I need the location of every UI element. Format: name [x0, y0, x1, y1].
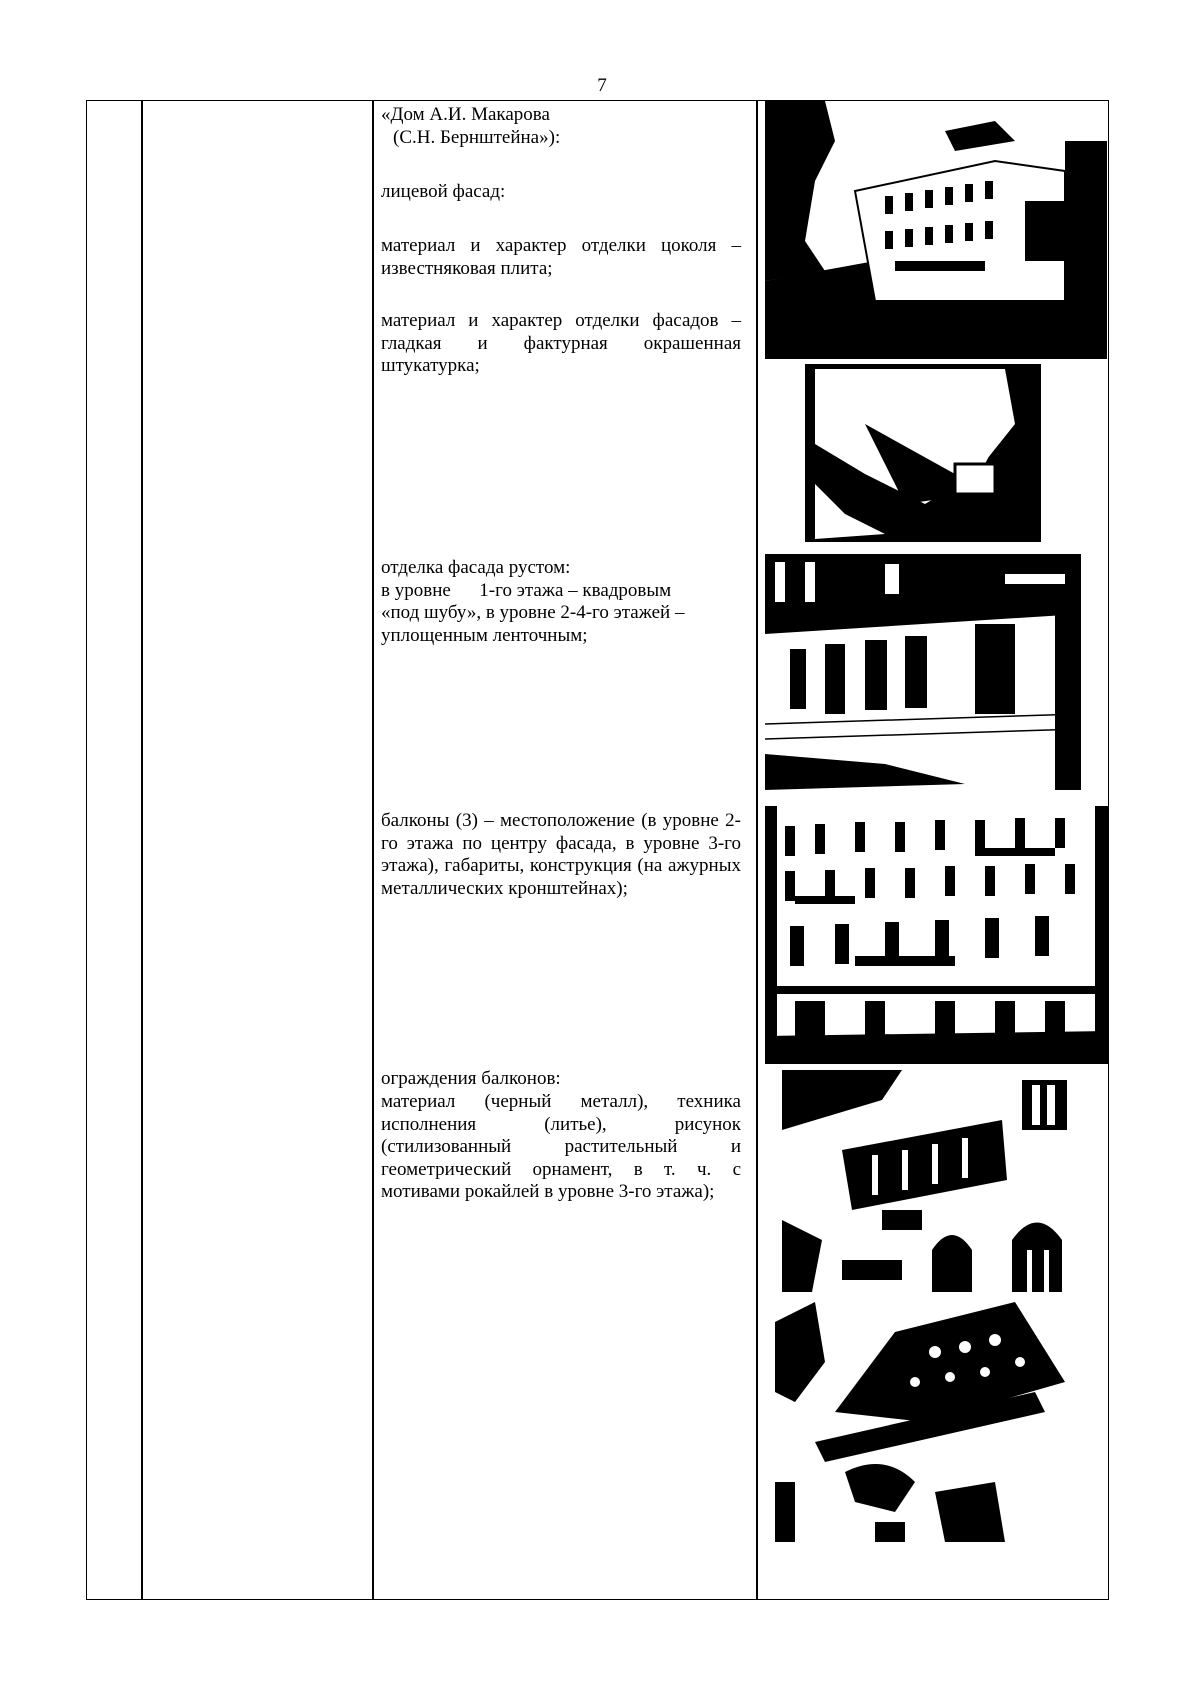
rustication-line: уплощенным ленточным;	[381, 624, 588, 646]
rustication-photo	[765, 554, 1081, 790]
plinth-text: материал и характер отделки цоколя – известняковая плита;	[381, 235, 741, 279]
column-divider	[372, 100, 374, 1600]
rustication-heading: отделка фасада рустом:	[381, 557, 571, 578]
rustication-line: «под шубу», в уровне 2-4-го этажей –	[381, 602, 685, 623]
street-facade-photo	[765, 101, 1107, 359]
balcony-railing-photo	[782, 1070, 1082, 1292]
facade-heading: лицевой фасад:	[381, 181, 506, 202]
railings-text: материал (черный металл), техника исполнения (литье), рисунок (стилизованный растительный и геометрический орнамент, в т. ч. с мотивами рокайлей в уровне 3-го этажа);	[381, 1091, 741, 1202]
rustication-line: в уровне 1-го этажа – квадровым	[381, 579, 672, 601]
page-number: 7	[597, 75, 607, 96]
object-title-line1: «Дом А.И. Макарова	[381, 104, 550, 125]
object-title	[381, 104, 741, 149]
balcony-closeup-photo	[775, 1302, 1087, 1542]
balconies-text: балконы (3) – местоположение (в уровне 2-го этажа по центру фасада, в уровне 3-го этажа), габариты, конструкция (на ажурных металлических кронштейнах);	[381, 810, 741, 899]
object-title-line2: (С.Н. Бернштейна»):	[393, 126, 561, 148]
rustication-block	[381, 557, 741, 647]
plinth-detail-photo	[805, 364, 1041, 542]
column-divider	[141, 100, 143, 1600]
balconies-facade-photo	[765, 806, 1109, 1064]
column-divider	[756, 100, 758, 1600]
facades-finish-text: материал и характер отделки фасадов – гладкая и фактурная окрашенная штукатурка;	[381, 310, 741, 376]
railings-heading: ограждения балконов:	[381, 1068, 561, 1089]
